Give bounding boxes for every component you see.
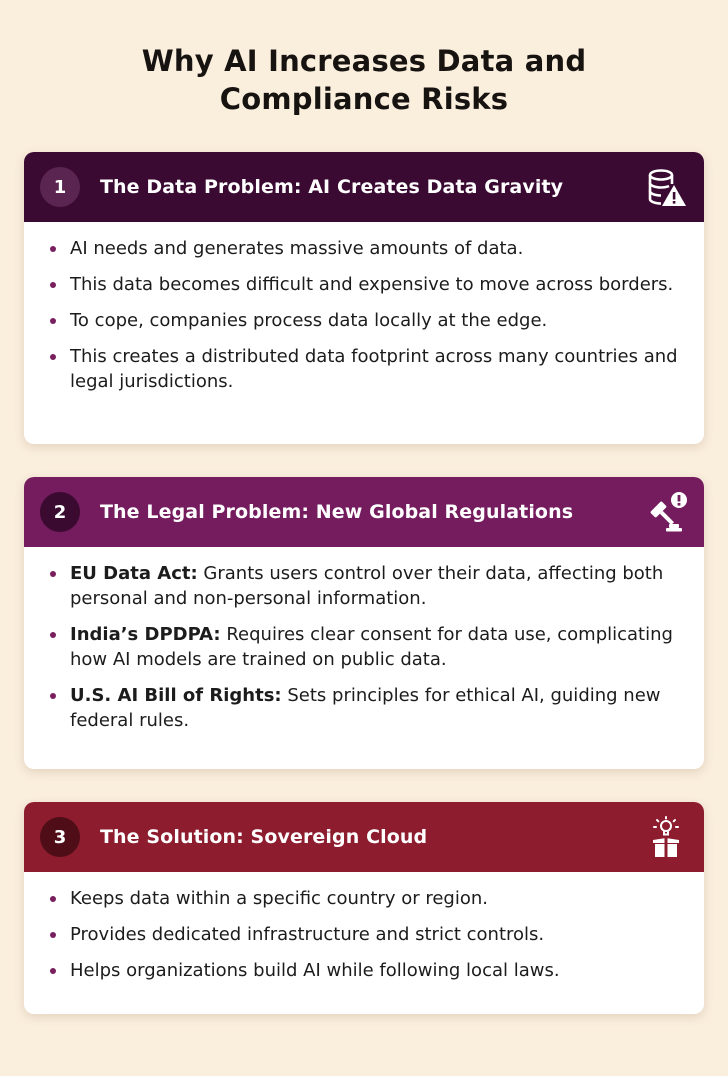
section-header: [24, 152, 704, 222]
regulation-description: Sets principles for ethical AI, guiding new federal rules.: [70, 685, 661, 731]
list-item: This creates a distributed data footprint across many countries and legal jurisdictions.: [44, 344, 684, 394]
section-header: [24, 802, 704, 872]
database-warning-icon: [644, 166, 688, 210]
page-title: [0, 42, 728, 118]
list-item: [44, 683, 684, 733]
section-title: The Solution: Sovereign Cloud: [100, 826, 428, 848]
list-item: [44, 622, 684, 672]
section-card-data-problem: [24, 152, 704, 444]
section-number-badge: 3: [40, 817, 80, 857]
page-title-line-2: Compliance Risks: [219, 82, 509, 116]
section-card-solution: [24, 802, 704, 1014]
section-number-badge: 2: [40, 492, 80, 532]
list-item: Provides dedicated infrastructure and strict controls.: [44, 922, 684, 947]
list-item: This data becomes difficult and expensive to move across borders.: [44, 272, 684, 297]
gavel-alert-icon: [644, 491, 688, 535]
section-body: [24, 547, 704, 733]
regulation-name: India’s DPDPA:: [70, 624, 221, 645]
section-title: The Legal Problem: New Global Regulations: [100, 501, 574, 523]
section-header: [24, 477, 704, 547]
list-item: AI needs and generates massive amounts of data.: [44, 236, 684, 261]
list-item: To cope, companies process data locally at the edge.: [44, 308, 684, 333]
list-item: Keeps data within a specific country or region.: [44, 886, 684, 911]
section-title: The Data Problem: AI Creates Data Gravity: [100, 176, 564, 198]
section-body: [24, 222, 704, 394]
regulation-description: Requires clear consent for data use, complicating how AI models are trained on public data.: [70, 624, 673, 670]
lightbulb-box-icon: [644, 816, 688, 860]
section-body: [24, 872, 704, 983]
regulation-name: U.S. AI Bill of Rights:: [70, 685, 282, 706]
regulation-description: Grants users control over their data, affecting both personal and non-personal information.: [70, 563, 664, 609]
section-card-legal-problem: [24, 477, 704, 769]
section-number-badge: 1: [40, 167, 80, 207]
page-title-line-1: Why AI Increases Data and: [141, 44, 587, 78]
list-item: [44, 561, 684, 611]
list-item: Helps organizations build AI while following local laws.: [44, 958, 684, 983]
regulation-name: EU Data Act:: [70, 563, 198, 584]
